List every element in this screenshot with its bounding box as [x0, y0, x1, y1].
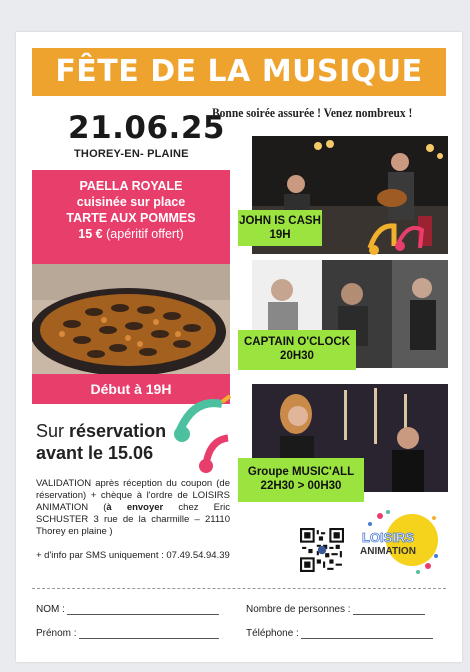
- field-persons-label: Nombre de personnes :: [246, 604, 351, 615]
- field-phone-label: Téléphone :: [246, 628, 299, 639]
- menu-line-1: PAELLA ROYALE: [79, 179, 183, 193]
- logo-graphic-icon: [358, 506, 440, 576]
- field-prenom: [36, 628, 219, 639]
- logo-line-1: LOISIRS: [362, 530, 415, 545]
- validation-bold: à envoyer: [106, 502, 164, 513]
- field-nom: [36, 604, 219, 615]
- band-label-1: [238, 210, 322, 246]
- menu-price-row: [32, 226, 230, 242]
- reservation-heading: [36, 420, 166, 464]
- validation-part-1: VALIDATION après réception du coupon (de réservation) + chèque à l'ordre de LOISIRS ANIMATION (: [36, 478, 230, 513]
- reservation-bold-1: réservation: [69, 421, 167, 441]
- start-time: Début à 19H: [32, 374, 230, 404]
- field-prenom-label: Prénom :: [36, 628, 77, 639]
- event-title: FÊTE DE LA MUSIQUE: [32, 48, 446, 96]
- music-notes-bottom-icon: [170, 394, 242, 474]
- band-3-name: Groupe MUSIC'ALL: [247, 466, 355, 478]
- field-phone-line[interactable]: [301, 638, 433, 639]
- band-1-name: JOHN IS CASH: [239, 215, 321, 227]
- menu-line-3: TARTE AUX POMMES: [66, 211, 196, 225]
- reservation-prefix: Sur: [36, 421, 70, 441]
- band-label-3: [238, 458, 364, 502]
- sms-info: + d'info par SMS uniquement : 07.49.54.94.39: [36, 550, 230, 561]
- field-prenom-line[interactable]: [79, 638, 219, 639]
- qr-code-icon: [300, 528, 344, 572]
- paella-photo: [32, 264, 230, 374]
- music-notes-top-icon: [364, 218, 424, 258]
- menu-price: 15 €: [78, 227, 103, 241]
- field-persons-line[interactable]: [353, 614, 425, 615]
- band-2-time: 20H30: [280, 350, 314, 362]
- band-label-2: [238, 330, 356, 370]
- field-nom-label: NOM :: [36, 604, 65, 615]
- band-3-time: 22H30 > 00H30: [260, 480, 342, 492]
- field-nom-line[interactable]: [67, 614, 219, 615]
- reservation-bold-2: avant le 15.06: [36, 443, 154, 463]
- coupon-separator: [32, 588, 446, 589]
- logo-line-2: ANIMATION: [360, 546, 416, 557]
- flyer: [16, 32, 462, 662]
- tagline: Bonne soirée assurée ! Venez nombreux !: [212, 106, 413, 120]
- validation-text: [36, 478, 230, 538]
- event-date: 21.06.25: [68, 110, 225, 146]
- menu-price-note: (apéritif offert): [106, 227, 184, 241]
- event-place: THOREY-EN- PLAINE: [74, 148, 189, 160]
- field-persons: [246, 604, 425, 615]
- band-2-name: CAPTAIN O'CLOCK: [243, 336, 350, 348]
- menu-box: [32, 170, 230, 264]
- band-1-time: 19H: [269, 229, 291, 241]
- validation-part-2: chez Eric SCHUSTER 3 rue de la charmille – 21110 Thorey en plaine ): [36, 502, 230, 537]
- loisirs-animation-logo: [358, 506, 440, 576]
- field-phone: [246, 628, 433, 639]
- menu-line-2: cuisinée sur place: [76, 195, 186, 209]
